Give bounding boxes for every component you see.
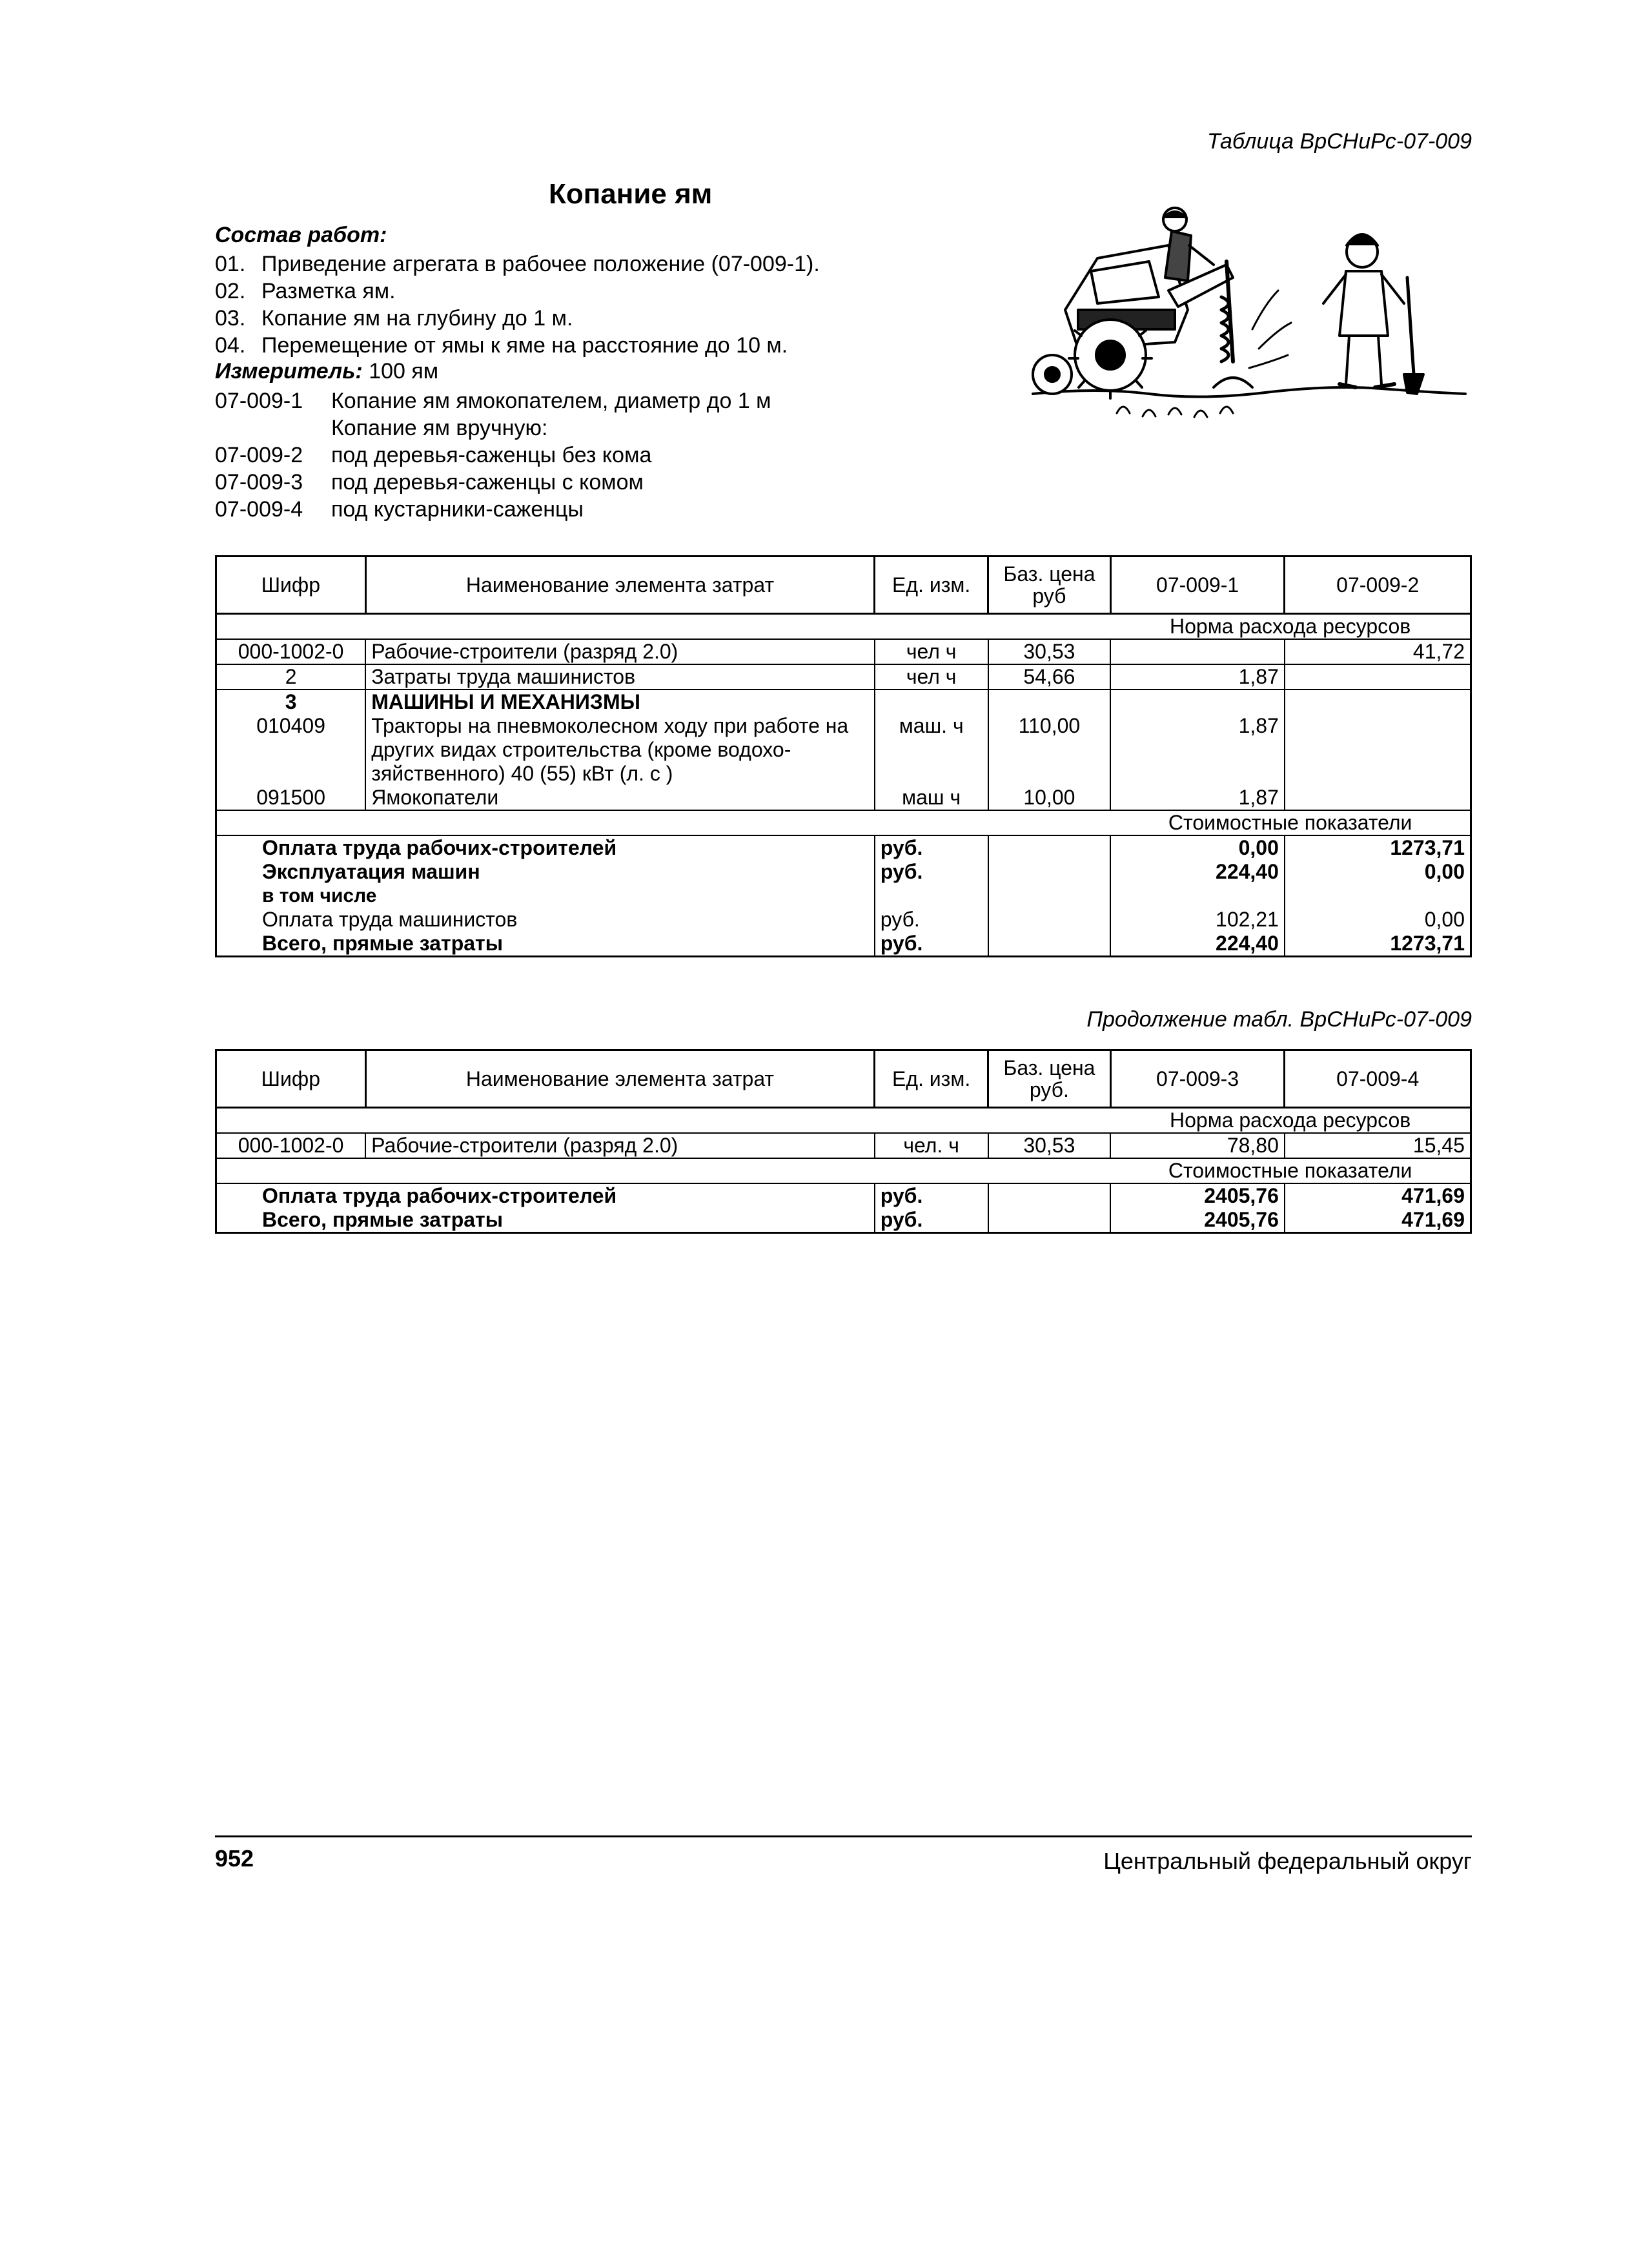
cell-code: 010409 [216, 714, 366, 786]
item-number: 03. [215, 306, 246, 331]
cell-unit: чел ч [875, 639, 988, 664]
list-item [215, 332, 820, 359]
cost-unit: руб. [875, 1208, 988, 1233]
cell-name: Рабочие-строители (разряд 2.0) [365, 1133, 875, 1158]
norms-table-1 [215, 555, 1472, 957]
cost-name: Оплата труда машинистов [216, 908, 875, 932]
table-row [216, 1183, 1471, 1208]
cost-name: Всего, прямые затраты [216, 1208, 875, 1233]
table-header-row [216, 557, 1471, 614]
cost-v1: 102,21 [1110, 908, 1285, 932]
cost-v2: 471,69 [1285, 1183, 1471, 1208]
cost-unit [875, 884, 988, 908]
cell-code: 000-1002-0 [216, 639, 366, 664]
cell-code: 2 [216, 664, 366, 690]
list-item [215, 250, 820, 278]
cell-code: 091500 [216, 786, 366, 810]
list-item [215, 496, 771, 523]
measure-label: Измеритель: [215, 359, 363, 383]
measure-line [215, 359, 438, 384]
item-text: Копание ям на глубину до 1 м. [261, 306, 573, 331]
item-number: 02. [215, 279, 246, 303]
norms-table-2 [215, 1049, 1472, 1234]
item-text: Разметка ям. [261, 279, 396, 303]
cell-price: 30,53 [988, 1133, 1111, 1158]
cell-code: 000-1002-0 [216, 1133, 366, 1158]
cell-price: 10,00 [988, 786, 1111, 810]
cell-v2: 41,72 [1285, 639, 1471, 664]
table-row [216, 714, 1471, 786]
item-text: Приведение агрегата в рабочее положение (07-009-1). [261, 252, 820, 276]
cell-code: 3 [216, 690, 366, 714]
cost-v2 [1285, 884, 1471, 908]
item-text: под кустарники-саженцы [331, 497, 584, 522]
cell-v2 [1285, 714, 1471, 786]
header-unit: Ед. изм. [875, 1050, 988, 1108]
cell-unit: маш ч [875, 786, 988, 810]
item-number: 04. [215, 333, 246, 358]
cost-v1: 224,40 [1110, 932, 1285, 957]
cell-price: 110,00 [988, 714, 1111, 786]
cell-name: Тракторы на пневмоколесном ходу при работе на других видах строительства (кроме водохо-зяйственного) 40 (55) кВт (л. с ) [365, 714, 875, 786]
cell-v2 [1285, 664, 1471, 690]
cell-unit: маш. ч [875, 714, 988, 786]
cost-unit: руб. [875, 1183, 988, 1208]
section-row [216, 810, 1471, 835]
section-row [216, 1158, 1471, 1183]
cost-v1: 224,40 [1110, 860, 1285, 884]
cell-name: Затраты труда машинистов [365, 664, 875, 690]
cell-name: Ямокопатели [365, 786, 875, 810]
cell-v1 [1110, 639, 1285, 664]
cost-name: Эксплуатация машин [216, 860, 875, 884]
table-row [216, 932, 1471, 957]
table-row [216, 835, 1471, 860]
item-number: 01. [215, 252, 246, 276]
cell-unit [875, 690, 988, 714]
cell-v2 [1285, 786, 1471, 810]
cost-v2: 0,00 [1285, 908, 1471, 932]
cost-name: Всего, прямые затраты [216, 932, 875, 957]
list-item [215, 305, 820, 332]
continuation-label: Продолжение табл. ВрСНиРс-07-009 [1086, 1007, 1472, 1032]
header-name: Наименование элемента затрат [365, 557, 875, 614]
list-item [215, 387, 771, 414]
cell-v2 [1285, 690, 1471, 714]
cost-v2: 1273,71 [1285, 932, 1471, 957]
section-row [216, 1108, 1471, 1134]
tractor-illustration [1020, 200, 1472, 445]
table-header-row [216, 1050, 1471, 1108]
cost-v2: 1273,71 [1285, 835, 1471, 860]
cell-unit: чел ч [875, 664, 988, 690]
item-text: под деревья-саженцы без кома [331, 443, 652, 467]
table-label: Таблица ВрСНиРс-07-009 [1207, 129, 1472, 154]
header-col1: 07-009-1 [1110, 557, 1285, 614]
cost-name: Оплата труда рабочих-строителей [216, 835, 875, 860]
composition-heading: Состав работ: [215, 223, 387, 247]
header-unit: Ед. изм. [875, 557, 988, 614]
table-row [216, 664, 1471, 690]
header-col2: 07-009-2 [1285, 557, 1471, 614]
norm-section-label: Норма расхода ресурсов [1110, 1108, 1471, 1134]
header-price: Баз. цена руб. [988, 1050, 1111, 1108]
table-row [216, 690, 1471, 714]
table-row [216, 1208, 1471, 1233]
item-text: Копание ям вручную: [331, 416, 548, 440]
list-item [215, 278, 820, 305]
footer-region: Центральный федеральный округ [1103, 1848, 1472, 1874]
item-code: 07-009-1 [215, 389, 303, 413]
cell-price [988, 690, 1111, 714]
cost-unit: руб. [875, 835, 988, 860]
cell-v1 [1110, 690, 1285, 714]
cell-v1: 78,80 [1110, 1133, 1285, 1158]
cost-name: Оплата труда рабочих-строителей [216, 1183, 875, 1208]
cell-name: МАШИНЫ И МЕХАНИЗМЫ [365, 690, 875, 714]
measure-value: 100 ям [369, 359, 439, 383]
cost-unit: руб. [875, 908, 988, 932]
cell-price: 54,66 [988, 664, 1111, 690]
cost-unit: руб. [875, 932, 988, 957]
cost-v1 [1110, 884, 1285, 908]
table-row [216, 786, 1471, 810]
cost-name: в том числе [216, 884, 875, 908]
item-code: 07-009-4 [215, 497, 303, 522]
table-row [216, 908, 1471, 932]
cell-v1: 1,87 [1110, 786, 1285, 810]
footer-divider [215, 1835, 1472, 1837]
header-price: Баз. цена руб [988, 557, 1111, 614]
item-text: Копание ям ямокопателем, диаметр до 1 м [331, 389, 771, 413]
item-text: Перемещение от ямы к яме на расстояние до 10 м. [261, 333, 788, 358]
item-code: 07-009-3 [215, 470, 303, 495]
table-row [216, 884, 1471, 908]
header-name: Наименование элемента затрат [365, 1050, 875, 1108]
table-row [216, 1133, 1471, 1158]
table-row [216, 639, 1471, 664]
page-number: 952 [215, 1845, 254, 1872]
header-code: Шифр [216, 1050, 366, 1108]
cell-v2: 15,45 [1285, 1133, 1471, 1158]
cost-v2: 471,69 [1285, 1208, 1471, 1233]
cost-v2: 0,00 [1285, 860, 1471, 884]
cost-v1: 2405,76 [1110, 1208, 1285, 1233]
norm-section-label: Норма расхода ресурсов [1110, 614, 1471, 640]
cell-v1: 1,87 [1110, 714, 1285, 786]
page-title: Копание ям [549, 178, 713, 210]
cost-v1: 2405,76 [1110, 1183, 1285, 1208]
cell-price: 30,53 [988, 639, 1111, 664]
header-col1: 07-009-3 [1110, 1050, 1285, 1108]
list-item [215, 469, 771, 496]
item-text: под деревья-саженцы с комом [331, 470, 644, 495]
cell-unit: чел. ч [875, 1133, 988, 1158]
list-item [215, 442, 771, 469]
composition-list [215, 250, 820, 359]
item-code: 07-009-2 [215, 443, 303, 467]
header-col2: 07-009-4 [1285, 1050, 1471, 1108]
cell-name: Рабочие-строители (разряд 2.0) [365, 639, 875, 664]
list-item [215, 414, 771, 442]
section-row [216, 614, 1471, 640]
work-items [215, 387, 771, 523]
header-code: Шифр [216, 557, 366, 614]
cell-v1: 1,87 [1110, 664, 1285, 690]
cost-v1: 0,00 [1110, 835, 1285, 860]
table-row [216, 860, 1471, 884]
cost-unit: руб. [875, 860, 988, 884]
cost-section-label: Стоимостные показатели [1110, 1158, 1471, 1183]
cost-section-label: Стоимостные показатели [1110, 810, 1471, 835]
